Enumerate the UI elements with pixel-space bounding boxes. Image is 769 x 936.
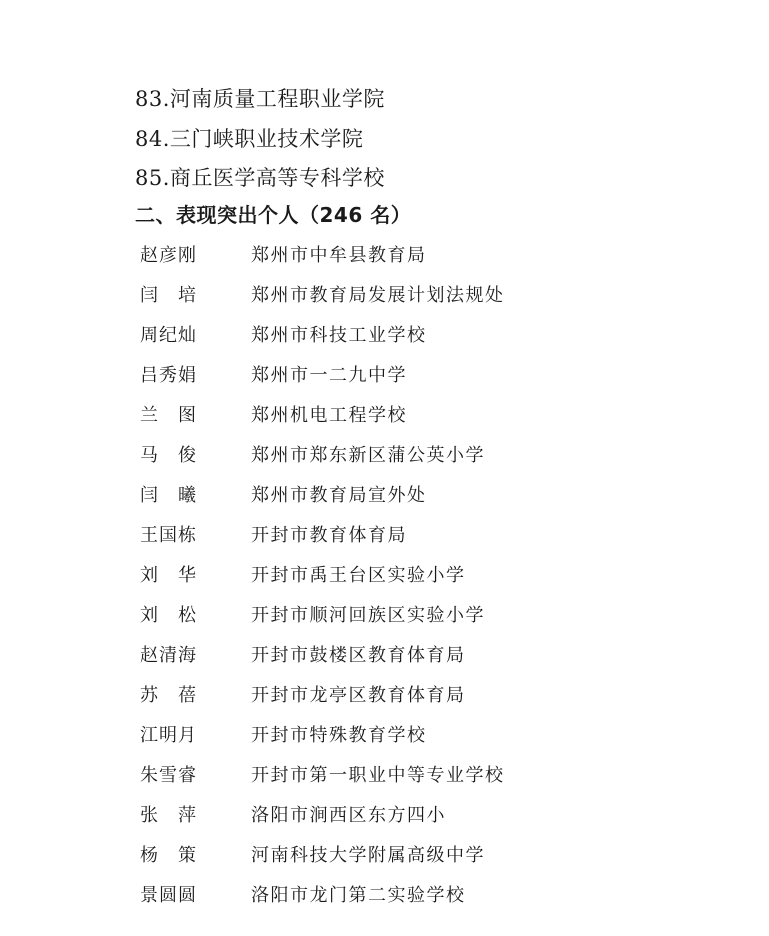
person-unit: 郑州市教育局宣外处 [251,485,427,506]
person-row [140,640,505,680]
institution-number: 84. [135,126,170,151]
person-row [140,320,505,360]
person-unit: 洛阳市龙门第二实验学校 [251,885,466,906]
person-unit: 郑州市教育局发展计划法规处 [251,285,505,306]
person-unit: 郑州市中牟县教育局 [251,245,427,266]
person-unit: 开封市第一职业中等专业学校 [251,765,505,786]
person-row [140,240,505,280]
institution-name: 三门峡职业技术学院 [169,126,364,151]
institution-list [135,82,385,201]
person-name: 赵清海 [140,645,197,666]
person-name: 张 萍 [140,805,197,826]
person-row [140,840,505,880]
institution-name: 河南质量工程职业学院 [169,87,385,111]
institution-number: 83. [135,87,170,111]
person-name: 周纪灿 [140,325,197,346]
person-name: 吕秀娟 [140,365,197,386]
person-name: 苏 蓓 [140,685,197,706]
person-name: 朱雪睿 [140,765,197,786]
person-row [140,280,505,320]
person-name: 刘 松 [140,605,197,626]
person-row [140,760,505,800]
person-row [140,360,505,400]
person-unit: 开封市龙亭区教育体育局 [251,685,466,706]
person-row [140,800,505,840]
person-unit: 郑州机电工程学校 [251,405,407,426]
person-unit: 郑州市科技工业学校 [251,325,427,346]
person-row [140,480,505,520]
person-name: 刘 华 [140,565,197,586]
person-unit: 河南科技大学附属高级中学 [251,845,485,866]
person-row [140,880,505,920]
person-name: 闫 曦 [140,485,197,506]
section-heading: 二、表现突出个人（246 名） [135,203,412,227]
person-unit: 洛阳市涧西区东方四小 [251,805,446,826]
person-name: 兰 图 [140,405,197,426]
person-row [140,520,505,560]
person-row [140,440,505,480]
person-unit: 开封市禹王台区实验小学 [251,565,466,586]
person-name: 王国栋 [140,525,197,546]
institution-item [135,122,385,162]
person-unit: 开封市鼓楼区教育体育局 [251,645,466,666]
person-name: 闫 培 [140,285,197,306]
person-row [140,600,505,640]
person-name: 江明月 [140,725,197,746]
person-unit: 郑州市一二九中学 [251,365,407,386]
person-unit: 开封市顺河回族区实验小学 [251,605,485,626]
institution-item [135,161,385,201]
person-row [140,400,505,440]
person-name: 景圆圆 [140,885,197,906]
person-name: 赵彦刚 [140,245,197,266]
person-row [140,720,505,760]
person-row [140,560,505,600]
person-name: 马 俊 [140,445,197,466]
institution-number: 85. [135,166,170,190]
person-unit: 郑州市郑东新区蒲公英小学 [251,445,485,466]
person-unit: 开封市教育体育局 [251,525,407,546]
person-name: 杨 策 [140,845,197,866]
person-list [140,240,505,920]
person-row [140,680,505,720]
person-unit: 开封市特殊教育学校 [251,725,427,746]
institution-name: 商丘医学高等专科学校 [169,166,385,190]
institution-item [135,82,385,122]
